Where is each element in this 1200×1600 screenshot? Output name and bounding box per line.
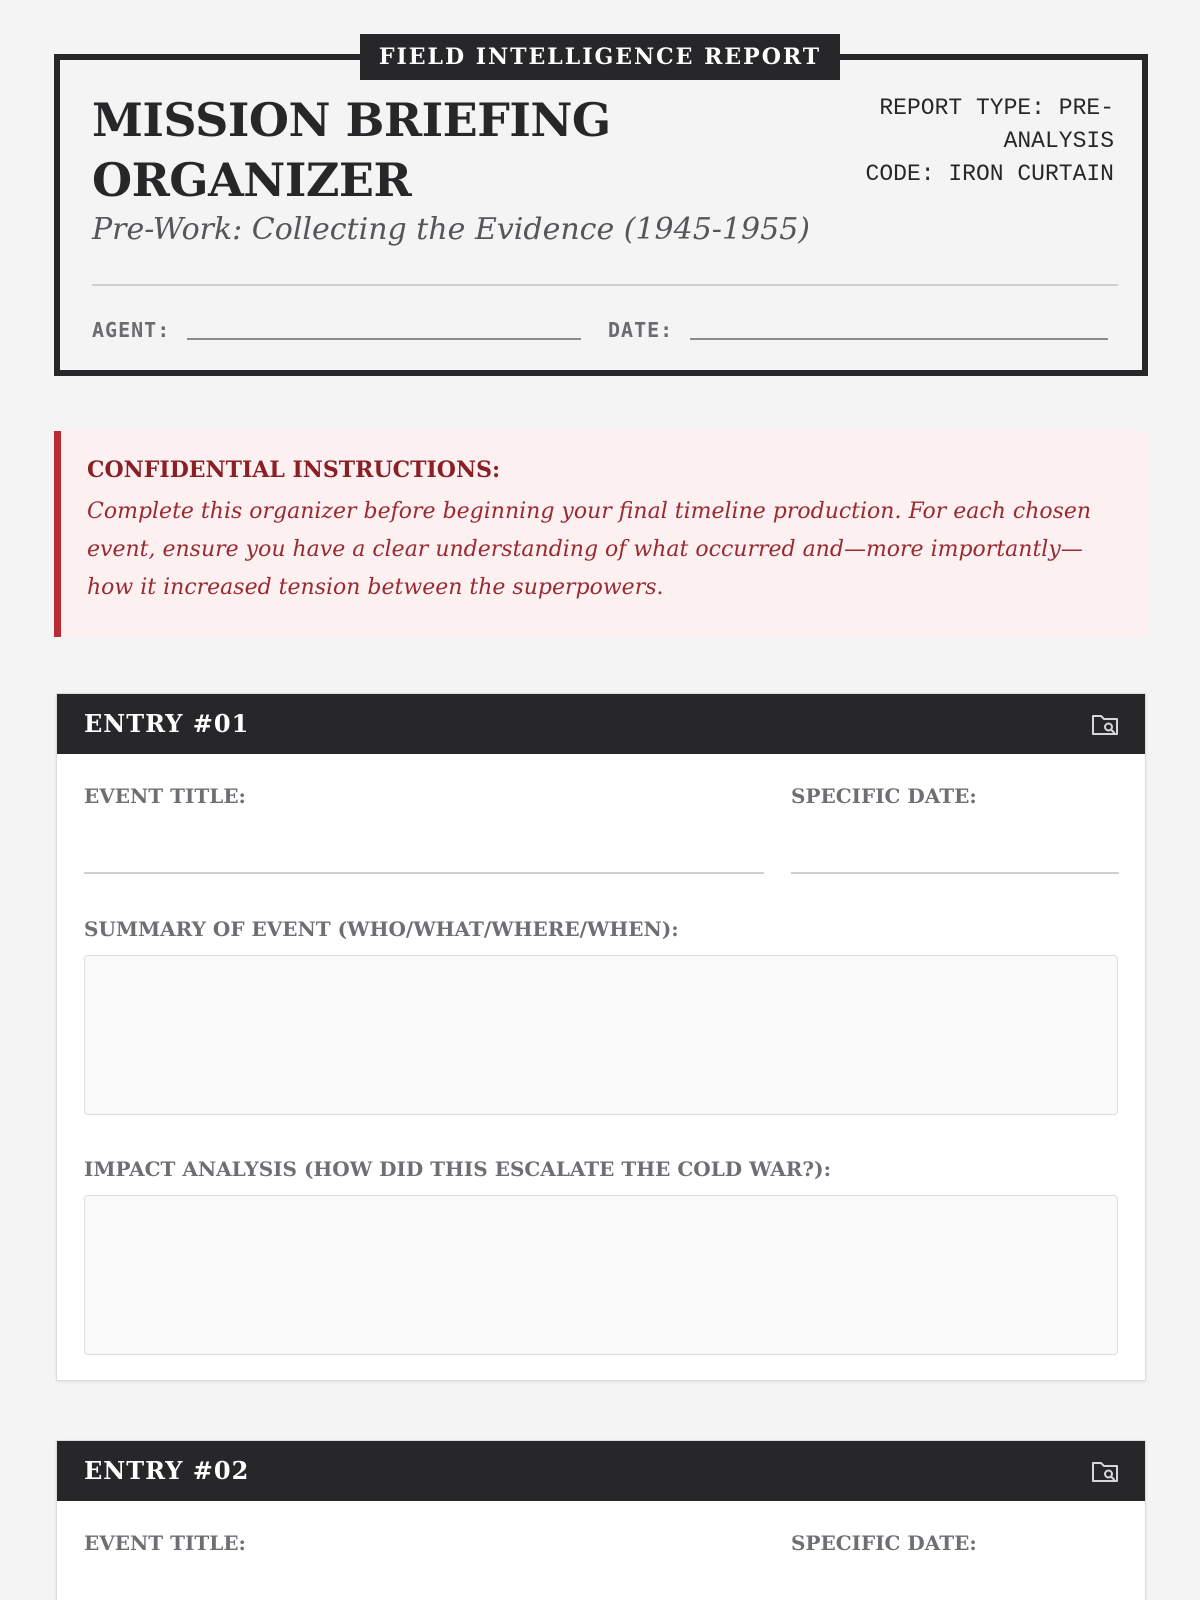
event-title-label: EVENT TITLE: [84,784,246,808]
entry-title: ENTRY #02 [84,1456,250,1485]
summary-textarea[interactable] [84,955,1118,1115]
entry-title: ENTRY #01 [84,709,250,738]
specific-date-field[interactable] [791,872,1119,874]
event-title-label: EVENT TITLE: [84,1531,246,1555]
page-title: MISSION BRIEFING ORGANIZER [92,93,611,207]
report-meta [814,92,1114,191]
report-header [54,54,1148,376]
specific-date-label: SPECIFIC DATE: [791,784,977,808]
header-divider [92,284,1118,286]
agent-field[interactable] [187,338,581,340]
entry-header [57,694,1145,754]
entry-header [57,1441,1145,1501]
folder-search-icon[interactable] [1091,1458,1119,1484]
date-label: DATE: [608,318,674,342]
entry-card [56,1440,1146,1600]
event-title-field[interactable] [84,872,764,874]
confidential-instructions [54,431,1148,637]
impact-textarea[interactable] [84,1195,1118,1355]
specific-date-label: SPECIFIC DATE: [791,1531,977,1555]
page-subtitle: Pre-Work: Collecting the Evidence (1945-1955) [92,212,810,247]
report-type: REPORT TYPE: PRE-ANALYSIS [879,95,1114,154]
agent-label: AGENT: [92,318,171,342]
entry-card [56,693,1146,1381]
date-field[interactable] [690,338,1108,340]
instructions-body: Complete this organizer before beginning your final timeline production. For each chosen event, ensure you have a clear understanding of what occurred and—more importantly—how it increased tension between the superpowers. [87,499,1092,600]
summary-label: SUMMARY OF EVENT (WHO/WHAT/WHERE/WHEN): [84,917,679,941]
instructions-heading: CONFIDENTIAL INSTRUCTIONS: [87,457,501,483]
report-code: CODE: IRON CURTAIN [865,161,1114,187]
report-tab-label: FIELD INTELLIGENCE REPORT [360,34,840,80]
folder-search-icon[interactable] [1091,711,1119,737]
impact-label: IMPACT ANALYSIS (HOW DID THIS ESCALATE THE COLD WAR?): [84,1157,831,1181]
